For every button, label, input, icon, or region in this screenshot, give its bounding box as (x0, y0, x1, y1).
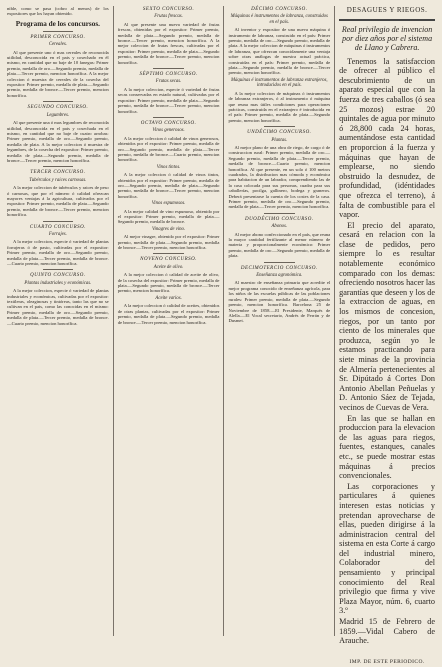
section-text: A la mejor coleccion ó calidad de vinos tintos, obtenidos por el expositor: Primer premio, medalla de oro.—Segundo premio, medalla de plata.—Segundo premio, medalla de bronce.—Tercer premio, mencion honorífica. (117, 172, 220, 199)
section-subheading: Legumbres. (46, 112, 70, 118)
divider (43, 101, 74, 102)
section-subheading: Vinos tintos. (156, 164, 181, 170)
section-subheading: Aceite varios. (155, 295, 182, 301)
section-text: Al mejor abono confeccionado en el país, que reuna la mayor cantidad fertilizante al menor número de materia y proporcionalmente económico: Primer premio, medalla de oro.—Segundo premio, medalla de plata. (228, 231, 331, 259)
program-title: Programa de los concursos. (15, 19, 100, 28)
section-text: Al que presente una nueva variedad de frutas frescas, obtenidas por el expositor: Primer premio, medalla de plata.—Segundo premio, medalla de bronce.—Tercer premio, mencion honorífica. A la mejor coleccion de frutas frescas, cultivadas por el expositor: Primer premio, medalla de plata.—Segundo premio, medalla de bronce.—Tercer premio, mencion honorífica. (117, 21, 220, 65)
divider (153, 253, 184, 254)
section (7, 35, 109, 98)
section-heading: SEGUNDO CONCURSO. (27, 105, 89, 111)
divider (43, 221, 74, 222)
section-text: A la mejor coleccion ó calidad de vinos generosos, obtenidos por el expositor: Primer premio, medalla de oro.—Segundo premio, medalla de plata.—Tercer premio, medalla de bronce.—Cuarto premio, mencion honorífica. (117, 135, 220, 163)
advert-signature: Madrid 15 de Febrero de 1859.—Vidal Cabero de Arauche. (339, 617, 435, 646)
section-subheading: Frutas frescas. (154, 14, 183, 20)
section-text: Al inventor y expositor de una nueva máquina ó instrumento de labranza, construido en el país: Primer premio, medalla de oro.—Segundo premio, medalla de plata. A la mejor coleccion de máquinas ó instrumentos de labranza, que ofrezcan conocidamente una ventaja sobre otras análogas de nuestra actual práctica, construidas en el país: Primer premio, medalla de plata.—Segundo premio, medalla de bronce.—Tercer premio, mencion honorífica. (228, 27, 331, 76)
section-text: A la mejor coleccion de máquinas ó instrumentos de labranza extranjeros, ó al instrumento ó máquina que reuna mas útiles condiciones para operaciones prácticas, construida en el extranjero é introducida en el país: Primer premio, medalla de plata.—Segundo premio, mencion honorífica. (228, 90, 331, 123)
section-subheading: Aceite de olivo. (153, 264, 184, 270)
section-subheading: Frutas secas. (155, 79, 182, 85)
section-subheading: Forrajes. (48, 232, 67, 237)
advert-paragraph: Las corporaciones y particulares á quienes interesen estas noticias y pretendan aprovecharse de ellas, pueden dirigirse á la administracion central del sistema en esta Corte á cargo del industrial minero, Colaborador del pensamiento y principal conocimiento del Real privilegio que firma y vive Plaza Mayor, núm. 6, cuarto 3.º (339, 481, 435, 616)
double-rule (339, 19, 435, 21)
advert-paragraph: Tenemos la satisfaccion de ofrecer al público el descubrimiento de un aparato especial que con la fuerza de tres caballos (ó sea 25 mozos) estrae 20 quintales de agua por minuto ó 28,800 cada 24 horas, aumentándose esta cantidad en proporcion á la fuerza y máquinas que hayan de emplearse, no siendo obstruido la desnudez, de profundidad, (idéntidades que ofrezca el terreno), á falta de combustible para el vapor. (339, 56, 435, 220)
section (118, 257, 220, 293)
section (118, 201, 220, 225)
section-text: A la mejor coleccion, especie ó variedad de plantas forrajeras ó de pasto, cultivadas por el expositor: Primer premio, medalla de oro.—Segundo premio, medalla de plata.—Tercer premio, medalla de bronce.—Cuarto premio, mencion honorífica. (7, 239, 109, 267)
section-text: Al maestro de enseñanza primaria que acredite el mejor programa conocido de enseñanza agrícola, para los niños de las escuelas públicas de las poblaciones rurales: Primer premio, medalla de plata.—Segundo premio, mencion honorífica. Barcelona 25 de Noviembre de 1858.—El Presidente, Marqués de Alella.—El Vocal secretario, Andrés de Ferrán y de Dusmet. (228, 280, 331, 324)
section-heading: SÉPTIMO CONCURSO. (139, 72, 198, 78)
section-text: Al mejor vinagre, obtenido por el expositor: Primer premio, medalla de plata.—Segundo premio, medalla de bronce.—Tercer premio, mencion honorífica. (117, 234, 220, 251)
section-text: Al mejor plano de una obra de riego, de cargo ó de construccion rural: Primer premio, medalla de oro.—Segundo premio, medalla de plata.—Tercer premio, medalla de bronce.—Cuarto premio, mencion honorífica. Al que presente, en un solo ó 100 metros cuadrados, la distribucion mas cómoda y económica para habitacion de un labrador, comprendiendo las de la casa colocada para sus personas, cuadra para sus caballerías, pocilga, gallinero, bodega y graneros. Deberá presentarse la cuenta de los costes de la casa. Primer premio, medalla de oro.—Segundo premio, medalla de plata.—Tercer premio, mencion honorífica. (228, 144, 331, 210)
section-subheading: Cereales. (48, 42, 67, 48)
section-text: A la mejor coleccion de tubérculos y raices de peso ó carnosas, que por el número ó calidad ofrezcan mayores ventajas á la agricultura, cultivados por el expositor: Primer premio, medalla de plata.—Segundo premio, medalla de bronce.—Tercer premio, mencion honorífica. (7, 185, 109, 218)
section-heading: OCTAVO CONCURSO. (140, 120, 197, 126)
section (118, 296, 220, 325)
section-subheading: Vinagres de vino. (151, 226, 186, 232)
section (228, 130, 330, 210)
advert-paragraph: En las que se hallan en produccion para la elevacion de las aguas para riegos, fuentes, estanques, canales etc., se puede mostrar estas máquinas á precios convencionales. (339, 413, 435, 481)
section-text: A la mejor coleccion, especie ó variedad de plantas industriales y económicas, cultivadas por el expositor: textileras, oleaginosas y tintóreas, tanto las que no se cultivan en el pais, como las conocidas en el mismo: Primer premio, medalla de oro.—Segundo premio, medalla de plata.—Tercer premio, medalla de bronce.—Cuarto premio, mencion honorífica. (7, 288, 109, 326)
section-heading: UNDÉCIMO CONCURSO. (247, 130, 312, 136)
section-subheading: Vinos generosos. (152, 128, 185, 134)
section-heading: NOVENO CONCURSO. (140, 257, 198, 263)
section (118, 121, 220, 163)
advert-title: DESAGUES Y RIEGOS. (346, 6, 428, 14)
column-1 (4, 6, 112, 640)
section (228, 266, 330, 324)
advert-paragraph: El precio del aparato, cesará en relacion con la clase de pedidos, pero siempre lo es resultar notablemente económico comparado con los demas: ofreciendo nosotros hacer las garantías que deseen y los de la extraccion de aguas, en los mismos de concesion, riegos, por un tanto por ciento de los minerales que produzca, según yo le estamos practicando para siete minas de la provincia de Almería pertenecientes al Sr. Dipútado á Cortes Don Antonio Abellan Peñuelas y D. Antonio Sáez de Tejada, vecinos de Cuevas de Vera. (339, 220, 435, 412)
section-subheading: Enseñanza agronómica. (256, 273, 303, 279)
section-subheading: Plantas. (271, 137, 288, 143)
section (118, 72, 220, 114)
advert-intro: Real privilegio de invencion por diez años por el sistema de Llano y Cabrera. (341, 24, 433, 52)
section-subheading: Vinos espumosos. (151, 201, 186, 207)
section (7, 105, 109, 163)
section-text: A la mejor calidad de vino espumoso, obtenido por el expositor: Primer premio, medalla de plata.—Segundo premio, medalla de bronce. (117, 208, 220, 225)
section (228, 7, 330, 76)
divider (264, 262, 295, 263)
section-text: Al que presente uno ó mas cereales de reconocida utilidad, desconocida en el pais y cosechado en él mismo, en cantidad que no baje de 10 fanegas: Primer premio, medalla de oro.—Segundo premio, medalla de plata.—Tercer premio, mencion honorífica. A la mejor coleccion ó muestra de cereales de la cosecha del expositor: Primer premio, medalla de plata.—Segundo premio, medalla de bronce.—Tercer premio, mencion honorífica. (7, 49, 109, 98)
divider (43, 269, 74, 270)
section-text: Al que presente una ó mas legumbres de reconocida utilidad, desconocida en el pais y cosechada en el mismo, en cantidad que no baje de cuatro arrobas: Primer premio, medalla de oro.—Segundo premio, medalla de plata. A la mejor coleccion ó muestra de legumbres, de la cosecha del expositor: Primer premio, medalla de plata.—Segundo premio, medalla de bronce.—Tercer premio, mencion honorífica. (7, 120, 109, 163)
section-subheading: Máquinas é instrumentos de labranza, construidos en el país. (230, 14, 328, 25)
section-subheading: Plantas industriales y económicas. (24, 280, 92, 286)
divider (264, 126, 295, 127)
section (118, 227, 220, 251)
section-heading: PRIMER CONCURSO. (30, 34, 86, 40)
section-subheading: Abonos. (271, 224, 288, 230)
section-subheading: Máquinas é instrumentos de labranza extranjeros, introducidos en el país. (231, 77, 328, 89)
divider (43, 166, 74, 167)
section-text: A la mejor coleccion ó calidad de aceite de olivo, de la cosecha del expositor: Primer premio, medalla de plata.—Segundo premio, medalla de bronce.—Tercer premio, mencion honorífica. (117, 272, 220, 294)
column-rule (113, 6, 114, 636)
column-1-lead-text: nible, como se pasa (cobro al menos) de los expositores que los hayan obtenido. (7, 6, 109, 17)
section-heading: CUARTO CONCURSO. (29, 224, 86, 230)
section (118, 165, 220, 199)
column-3 (225, 6, 333, 640)
section-text: A la mejor coleccion, especie ó variedad de frutas secas conservadas en estado natural, cultivadas por el expositor: Primer premio, medalla de plata.—Segundo premio, medalla de bronce.—Tercer premio, mencion honorífica. (117, 86, 220, 114)
column-rule (223, 6, 224, 636)
divider (43, 31, 74, 32)
section (228, 78, 330, 123)
section (7, 225, 109, 267)
column-2 (115, 6, 223, 640)
divider (153, 117, 184, 118)
section-text: A la mejor coleccion ó calidad de aceites, obtenidos de otras plantas, cultivadas por el expositor: Primer premio, medalla de plata.—Segundo premio, medalla de bronce.—Tercer premio, mencion honorífica. (117, 303, 220, 325)
section-subheading: Tubérculos y raices carnosas. (29, 177, 87, 183)
divider (264, 213, 295, 214)
section-heading: DUODÉCIMO CONCURSO. (244, 216, 314, 222)
section (7, 170, 109, 217)
section-heading: DÉCIMO CONCURSO. (251, 7, 308, 12)
printer-imprint: IMP. DE ESTE PERIODICO. (349, 658, 425, 665)
section-heading: SEXTO CONCURSO. (142, 7, 195, 12)
column-rule (334, 6, 335, 636)
column-4-advertisement (336, 6, 438, 665)
section (228, 217, 330, 259)
section-heading: TERCER CONCURSO. (30, 170, 86, 176)
section (118, 7, 220, 65)
section-heading: QUINTO CONCURSO. (30, 273, 86, 279)
section-heading: DECIMOTERCIO CONCURSO. (240, 265, 318, 271)
section (7, 273, 109, 326)
divider (153, 68, 184, 69)
